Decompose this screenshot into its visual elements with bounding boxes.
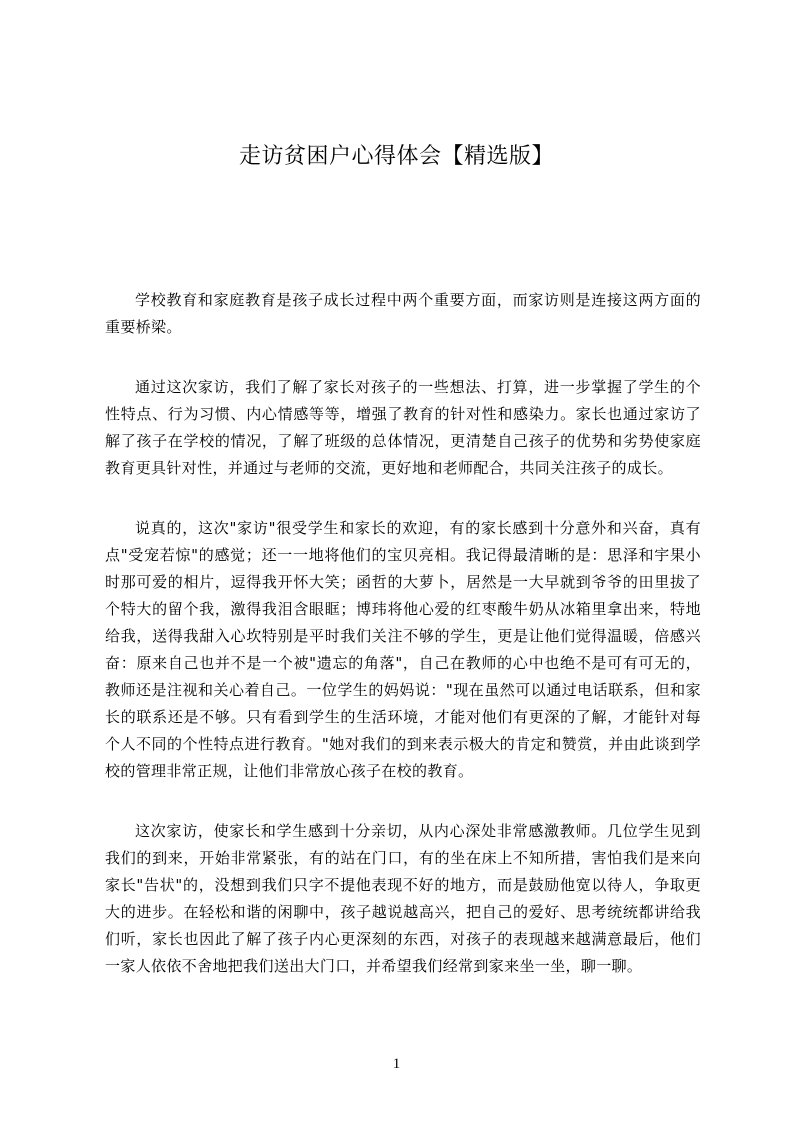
page-title: 走访贫困户心得体会【精选版】 — [238, 144, 554, 169]
page-number: 1 — [392, 1056, 401, 1072]
body-text — [105, 287, 701, 1013]
paragraph-1: 学校教育和家庭教育是孩子成长过程中两个重要方面，而家访则是连接这两方面的重要桥梁。 — [105, 291, 701, 336]
paragraph-4: 这次家访，使家长和学生感到十分亲切，从内心深处非常感激教师。几位学生见到我们的到来，开始非常紧张，有的站在门口，有的坐在床上不知所措，害怕我们是来向家长"告状"的，没想到我们只字不提他表现不好的地方，而是鼓励他宽以待人，争取更大的进步。在轻松和谐的闲聊中，孩子越说越高兴，把自己的爱好、思考统统都讲给我们听，家长也因此了解了孩子内心更深刻的东西，对孩子的表现越来越满意最后，他们一家人依依不舍地把我们送出大门口，并希望我们经常到家来坐一坐，聊一聊。 — [105, 822, 701, 975]
paragraph-2: 通过这次家访，我们了解了家长对孩子的一些想法、打算，进一步掌握了学生的个性特点、行为习惯、内心情感等等，增强了教育的针对性和感染力。家长也通过家访了解了孩子在学校的情况，了解了班级的总体情况，更清楚自己孩子的优势和劣势使家庭教育更具针对性，并通过与老师的交流，更好地和老师配合，共同关注孩子的成长。 — [105, 378, 701, 477]
paragraph-3: 说真的，这次"家访"很受学生和家长的欢迎，有的家长感到十分意外和兴奋，真有点"受宠若惊"的感觉；还一一地将他们的宝贝亮相。我记得最清晰的是：思泽和宇果小时那可爱的相片，逗得我开怀大笑；函哲的大萝卜，居然是一大早就到爷爷的田里拔了个特大的留个我，激得我泪含眼眶；博玮将他心爱的红枣酸牛奶从冰箱里拿出来，特地给我，送得我甜入心坎特别是平时我们关注不够的学生，更是让他们觉得温暖，倍感兴奋：原来自己也并不是一个被"遗忘的角落"，自己在教师的心中也绝不是可有可无的，教师还是注视和关心着自己。一位学生的妈妈说："现在虽然可以通过电话联系，但和家长的联系还是不够。只有看到学生的生活环境，才能对他们有更深的了解，才能针对每个人不同的个性特点进行教育。"她对我们的到来表示极大的肯定和赞赏，并由此谈到学校的管理非常正规，让他们非常放心孩子在校的教育。 — [105, 519, 701, 780]
